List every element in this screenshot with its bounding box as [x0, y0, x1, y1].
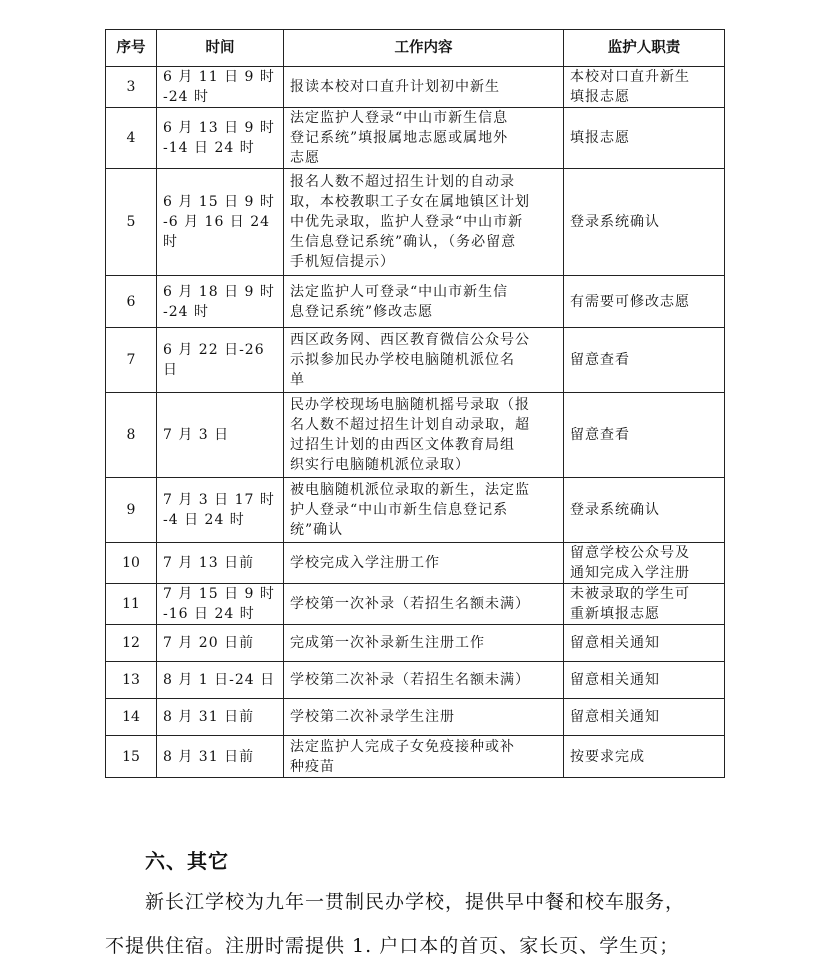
row-serial-cell: 13: [106, 662, 157, 699]
row-time-cell: 7 月 3 日 17 时 -4 日 24 时: [157, 478, 284, 543]
row-work-cell: 学校第二次补录学生注册: [284, 699, 564, 736]
row-serial-cell: 10: [106, 543, 157, 584]
row-duty-cell: 按要求完成: [564, 736, 725, 778]
row-time-cell: 7 月 13 日前: [157, 543, 284, 584]
header-time: 时间: [157, 30, 284, 67]
row-time-cell: 6 月 13 日 9 时 -14 日 24 时: [157, 108, 284, 169]
table-row: [106, 662, 725, 699]
row-time-cell: 6 月 11 日 9 时 -24 时: [157, 67, 284, 108]
row-serial-cell: 5: [106, 169, 157, 276]
section-title-other: 六、其它: [145, 849, 229, 873]
row-work-cell: 完成第一次补录新生注册工作: [284, 625, 564, 662]
row-serial-cell: 12: [106, 625, 157, 662]
paragraph-line-1: 新长江学校为九年一贯制民办学校，提供早中餐和校车服务，: [145, 891, 686, 913]
header-guardian-duty: 监护人职责: [564, 30, 725, 67]
row-work-cell: 法定监护人完成子女免疫接种或补 种疫苗: [284, 736, 564, 778]
row-duty-cell: 留意学校公众号及 通知完成入学注册: [564, 543, 725, 584]
enrollment-schedule-table: [105, 29, 725, 778]
row-serial-cell: 14: [106, 699, 157, 736]
row-time-cell: 8 月 1 日-24 日: [157, 662, 284, 699]
row-duty-cell: 未被录取的学生可 重新填报志愿: [564, 584, 725, 625]
table-row: [106, 328, 725, 393]
row-time-cell: 6 月 15 日 9 时 -6 月 16 日 24 时: [157, 169, 284, 276]
row-serial-cell: 6: [106, 276, 157, 328]
row-work-cell: 报名人数不超过招生计划的自动录 取，本校教职工子女在属地镇区计划 中优先录取，监护人登录“中山市新 生信息登记系统”确认，（务必留意 手机短信提示）: [284, 169, 564, 276]
row-duty-cell: 登录系统确认: [564, 478, 725, 543]
row-work-cell: 学校第一次补录（若招生名额未满）: [284, 584, 564, 625]
row-work-cell: 民办学校现场电脑随机摇号录取（报 名人数不超过招生计划自动录取，超 过招生计划的由西区文体教育局组 织实行电脑随机派位录取）: [284, 393, 564, 478]
row-serial-cell: 3: [106, 67, 157, 108]
header-serial-no: 序号: [106, 30, 157, 67]
row-work-cell: 被电脑随机派位录取的新生，法定监 护人登录“中山市新生信息登记系 统”确认: [284, 478, 564, 543]
row-work-cell: 学校第二次补录（若招生名额未满）: [284, 662, 564, 699]
row-duty-cell: 本校对口直升新生 填报志愿: [564, 67, 725, 108]
table-row: [106, 67, 725, 108]
table-row: [106, 699, 725, 736]
table-row: [106, 584, 725, 625]
row-serial-cell: 4: [106, 108, 157, 169]
row-time-cell: 7 月 20 日前: [157, 625, 284, 662]
row-duty-cell: 填报志愿: [564, 108, 725, 169]
row-work-cell: 报读本校对口直升计划初中新生: [284, 67, 564, 108]
table-row: [106, 169, 725, 276]
row-time-cell: 6 月 22 日-26 日: [157, 328, 284, 393]
header-work-content: 工作内容: [284, 30, 564, 67]
row-work-cell: 法定监护人可登录“中山市新生信 息登记系统”修改志愿: [284, 276, 564, 328]
row-duty-cell: 留意查看: [564, 393, 725, 478]
row-serial-cell: 8: [106, 393, 157, 478]
table-row: [106, 736, 725, 778]
row-work-cell: 西区政务网、西区教育微信公众号公 示拟参加民办学校电脑随机派位名 单: [284, 328, 564, 393]
row-duty-cell: 留意相关通知: [564, 699, 725, 736]
row-duty-cell: 留意相关通知: [564, 625, 725, 662]
table-row: [106, 108, 725, 169]
row-duty-cell: 留意相关通知: [564, 662, 725, 699]
table-row: [106, 276, 725, 328]
table-row: [106, 543, 725, 584]
row-time-cell: 7 月 3 日: [157, 393, 284, 478]
row-time-cell: 8 月 31 日前: [157, 736, 284, 778]
table-row: [106, 625, 725, 662]
row-serial-cell: 11: [106, 584, 157, 625]
table-row: [106, 393, 725, 478]
row-work-cell: 法定监护人登录“中山市新生信息 登记系统”填报属地志愿或属地外 志愿: [284, 108, 564, 169]
row-serial-cell: 15: [106, 736, 157, 778]
row-time-cell: 6 月 18 日 9 时 -24 时: [157, 276, 284, 328]
table-header-row: [106, 30, 725, 67]
row-serial-cell: 7: [106, 328, 157, 393]
row-duty-cell: 留意查看: [564, 328, 725, 393]
row-time-cell: 7 月 15 日 9 时 -16 日 24 时: [157, 584, 284, 625]
table-row: [106, 478, 725, 543]
row-serial-cell: 9: [106, 478, 157, 543]
row-duty-cell: 有需要可修改志愿: [564, 276, 725, 328]
paragraph-line-2: 不提供住宿。注册时需提供 1. 户口本的首页、家长页、学生页；: [105, 935, 680, 957]
row-work-cell: 学校完成入学注册工作: [284, 543, 564, 584]
row-time-cell: 8 月 31 日前: [157, 699, 284, 736]
row-duty-cell: 登录系统确认: [564, 169, 725, 276]
